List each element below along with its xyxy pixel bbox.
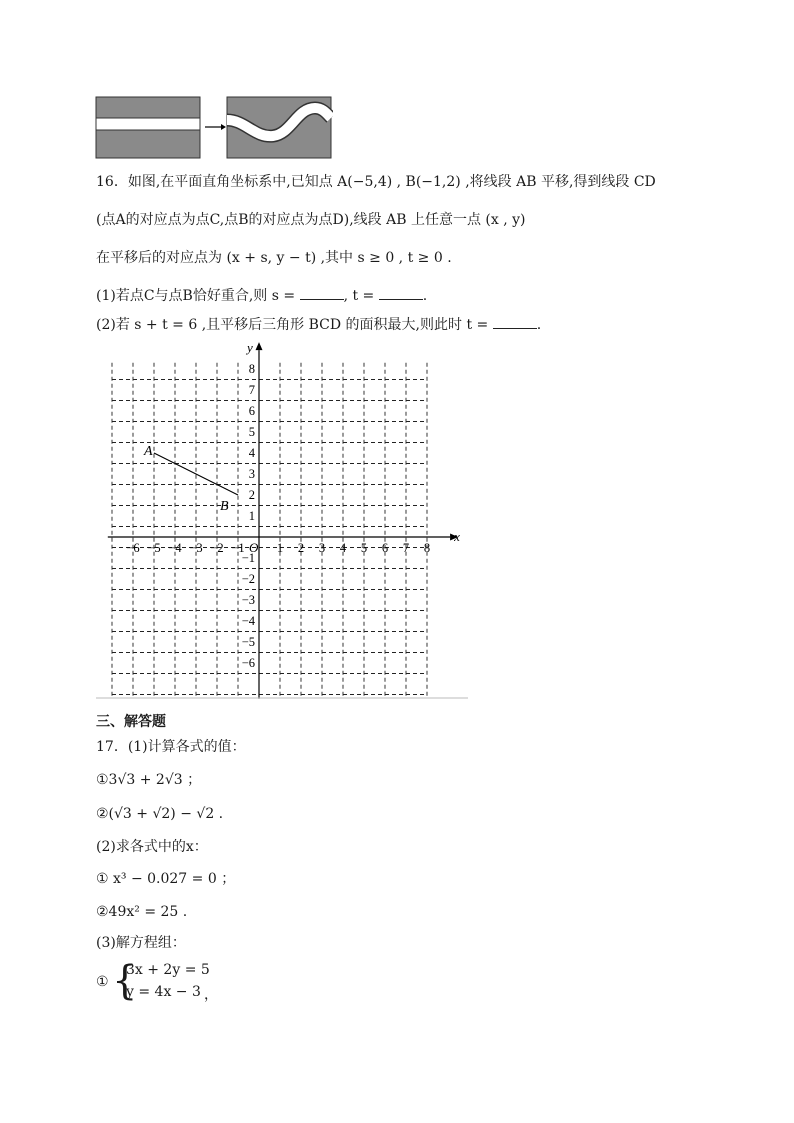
answer-blank-t2[interactable] [493, 314, 537, 329]
q16-line3: 在平移后的对应点为 (x + s, y − t) ,其中 s ≥ 0 , t ≥ 0 . [96, 250, 452, 266]
answer-blank-t1[interactable] [379, 285, 423, 300]
y-tick-label: −1 [241, 551, 255, 565]
x-tick-label: 2 [297, 541, 305, 555]
y-tick-label: −3 [241, 593, 255, 607]
y-axis-arrow-icon [256, 342, 263, 350]
q16-line1: 16．如图,在平面直角坐标系中,已知点 A(−5,4) , B(−1,2) ,将线段 AB 平移,得到线段 CD [96, 174, 656, 190]
q16-part1-text: (1)若点C与点B恰好重合,则 s = [96, 288, 296, 304]
x-tick-label: −4 [168, 541, 182, 555]
point-label-b: B [220, 499, 229, 514]
answer-blank-s[interactable] [300, 285, 344, 300]
q17-intro: 17．(1)计算各式的值： [96, 739, 246, 755]
system-eq2: y = 4x − 3 [126, 984, 201, 1000]
q17-item2-2: ②49x² = 25 . [96, 904, 188, 920]
q16-line4 [96, 285, 427, 306]
q17-part3: (3)解方程组： [96, 935, 186, 951]
coordinate-plane [96, 338, 468, 700]
x-tick-label: 8 [423, 541, 431, 555]
q16-line2: (点A的对应点为点C,点B的对应点为点D),线段 AB 上任意一点 (x , y) [96, 212, 526, 228]
y-axis-label: y [247, 340, 253, 356]
x-tick-label: 5 [360, 541, 368, 555]
arrow-head-icon [221, 124, 226, 130]
q16-part2-text: (2)若 s + t = 6 ,且平移后三角形 BCD 的面积最大,则此时 t = [96, 317, 489, 333]
q16-line5 [96, 314, 541, 335]
y-tick-label: 1 [248, 509, 255, 523]
y-tick-label: 2 [248, 488, 255, 502]
system-mark: ① [96, 974, 109, 990]
y-tick-label: −4 [241, 614, 255, 628]
q16-part1-end: . [422, 288, 428, 304]
y-tick-label: 3 [248, 467, 255, 481]
y-tick-label: −5 [241, 635, 255, 649]
x-tick-label: −3 [189, 541, 203, 555]
x-tick-label: 3 [318, 541, 326, 555]
band-transform-figure [95, 96, 333, 160]
y-tick-label: 4 [248, 446, 255, 460]
system-eq1: 3x + 2y = 5 [126, 962, 210, 978]
q17-item2-1: ① x³ − 0.027 = 0 ； [96, 871, 236, 887]
y-tick-label: −6 [241, 656, 255, 670]
straight-band [96, 118, 200, 130]
point-label-a: A [144, 444, 153, 459]
x-tick-label: 7 [402, 541, 410, 555]
y-tick-label: 6 [248, 404, 255, 418]
y-tick-label: 8 [248, 362, 255, 376]
x-axis-label: x [454, 529, 460, 544]
x-tick-label: −6 [126, 541, 140, 555]
origin-label: O [249, 540, 259, 555]
x-tick-label: −1 [231, 541, 245, 555]
brace-icon: { [112, 958, 138, 1004]
q17-item1-1: ①3√3 + 2√3 ； [96, 772, 202, 788]
y-tick-label: 5 [248, 425, 255, 439]
x-tick-label: 1 [276, 541, 284, 555]
section-title: 三、解答题 [96, 714, 166, 730]
q17-item1-2: ②(√3 + √2) − √2 . [96, 806, 224, 822]
q16-part1-mid: , t = [343, 288, 375, 304]
x-tick-label: 4 [339, 541, 347, 555]
system-end: ， [204, 987, 218, 1003]
q17-part2: (2)求各式中的x： [96, 839, 208, 855]
y-tick-label: −2 [241, 572, 255, 586]
x-tick-label: 6 [381, 541, 389, 555]
x-tick-label: −2 [210, 541, 224, 555]
q16-part2-end: . [536, 317, 542, 333]
y-tick-label: 7 [248, 383, 255, 397]
x-tick-label: −5 [147, 541, 161, 555]
